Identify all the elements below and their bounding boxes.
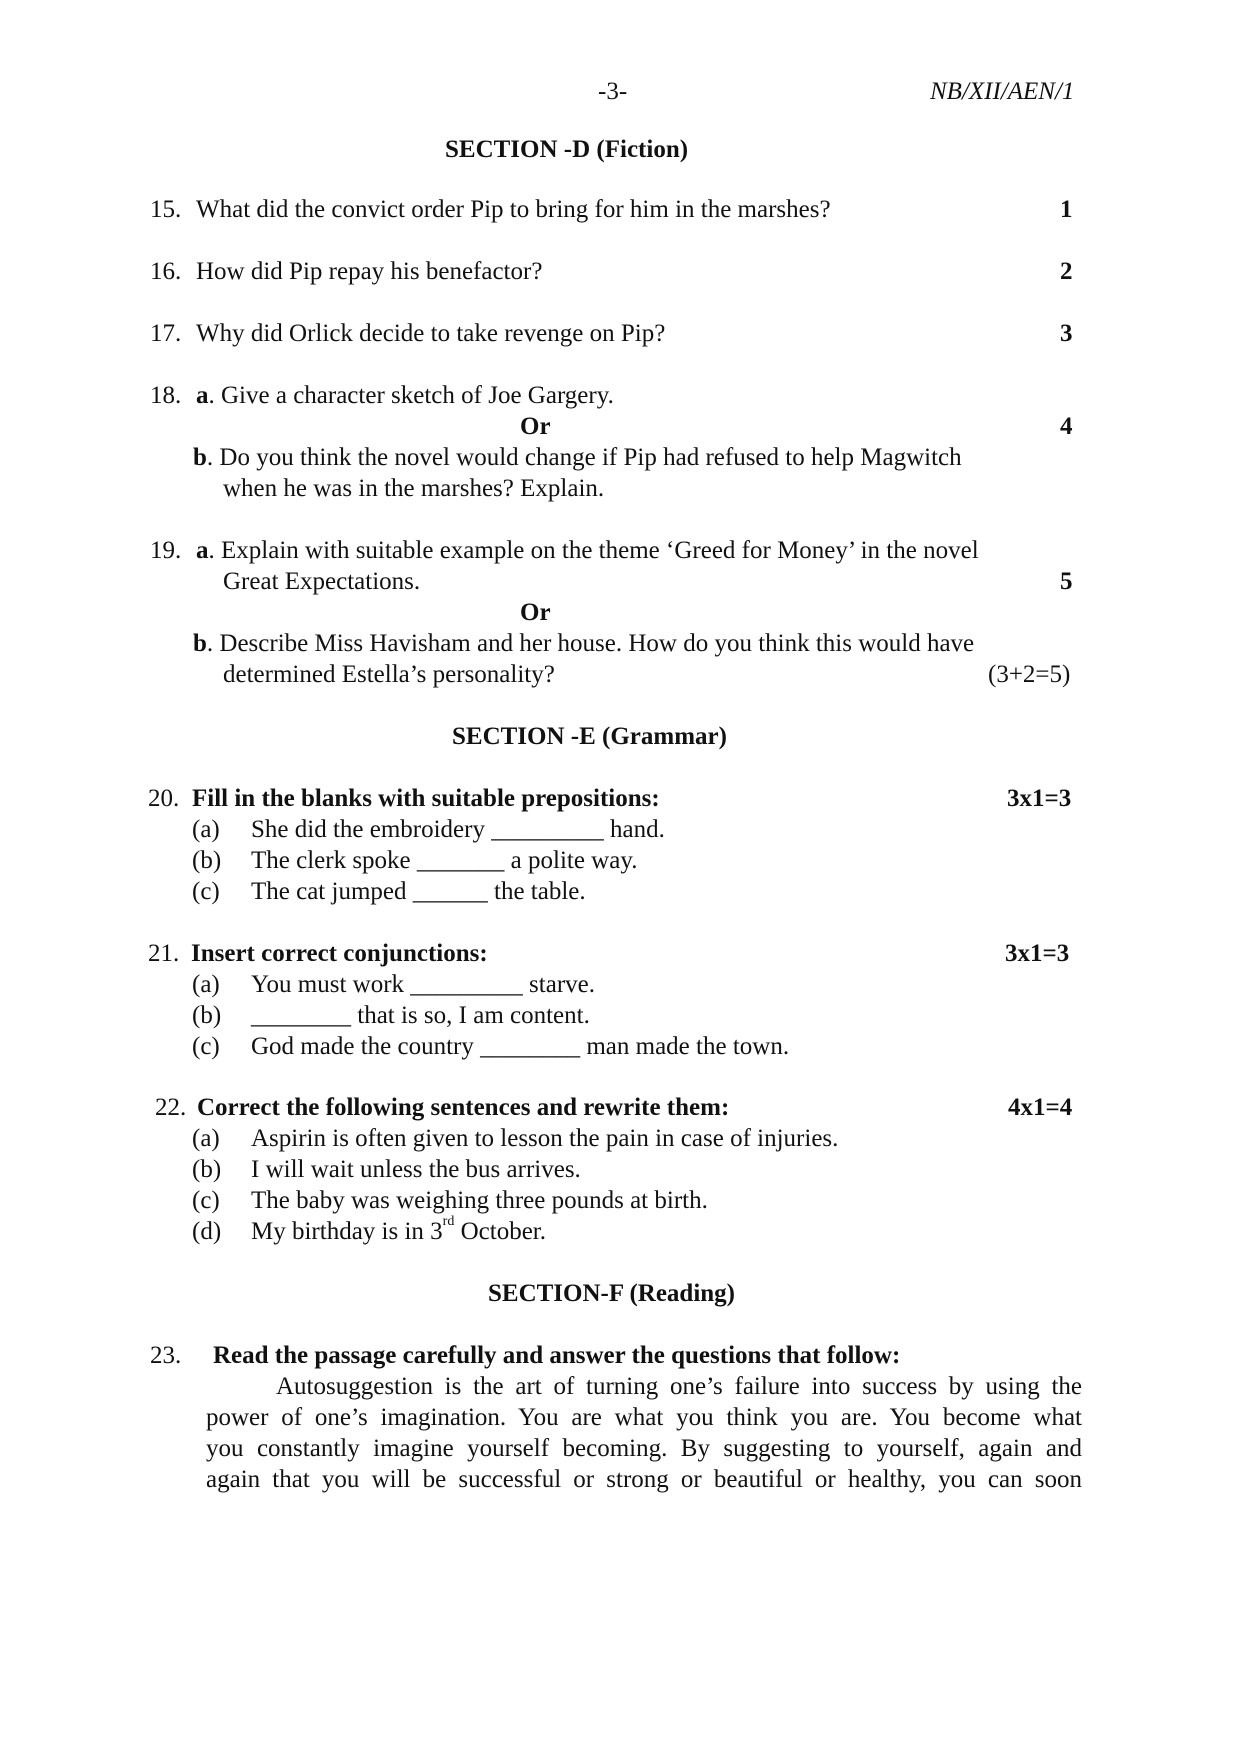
q21-item-label: (b) xyxy=(192,1002,222,1029)
passage-line: power of one’s imagination. You are what you think you are. You become what xyxy=(206,1404,1082,1431)
q16-number: 16. xyxy=(150,258,182,285)
q17-number: 17. xyxy=(150,320,182,347)
q21-item-text: ________ that is so, I am content. xyxy=(251,1002,590,1029)
q20-title: Fill in the blanks with suitable prepositions: xyxy=(192,785,660,812)
q19-a-label: a xyxy=(196,537,209,564)
q19-or: Or xyxy=(520,599,551,626)
q21-item-text: You must work _________ starve. xyxy=(251,971,595,998)
q19-b-label: b xyxy=(193,630,207,657)
q22-item-text: Aspirin is often given to lesson the pain in case of injuries. xyxy=(251,1125,839,1152)
q19-marks: 5 xyxy=(1060,568,1073,595)
q20-number: 20. xyxy=(148,785,180,812)
q22-item-text xyxy=(251,1214,546,1246)
q22-item-label: (b) xyxy=(192,1156,222,1183)
q16-text: How did Pip repay his benefactor? xyxy=(196,258,543,285)
q22-title: Correct the following sentences and rewrite them: xyxy=(197,1094,730,1121)
q19-b-line1: . Describe Miss Havisham and her house. How do you think this would have xyxy=(206,630,975,657)
q23-title: Read the passage carefully and answer the questions that follow: xyxy=(213,1342,901,1369)
q22-item-label: (a) xyxy=(192,1125,220,1152)
q16-marks: 2 xyxy=(1060,258,1073,285)
q21-title: Insert correct conjunctions: xyxy=(191,940,488,967)
q20-marks: 3x1=3 xyxy=(1007,785,1072,812)
q20-item-label: (c) xyxy=(192,878,220,905)
q20-item-text: She did the embroidery _________ hand. xyxy=(251,816,665,843)
q18-a-text: . Give a character sketch of Joe Gargery. xyxy=(208,382,614,409)
q20-item-text: The clerk spoke _______ a polite way. xyxy=(251,847,638,874)
section-f-title: SECTION-F (Reading) xyxy=(488,1280,736,1307)
q19-number: 19. xyxy=(150,537,182,564)
q22-item-label: (d) xyxy=(192,1218,222,1245)
q18-marks: 4 xyxy=(1060,413,1073,440)
q18-number: 18. xyxy=(150,382,182,409)
q18-b-line2: when he was in the marshes? Explain. xyxy=(223,475,605,502)
section-e-title: SECTION -E (Grammar) xyxy=(452,723,727,750)
q22-d-sup: rd xyxy=(442,1214,455,1229)
q19-a-line2: Great Expectations. xyxy=(223,568,421,595)
q18-b-label: b xyxy=(193,444,207,471)
q19-b-marks: (3+2=5) xyxy=(988,661,1071,688)
q18-part-a xyxy=(196,382,614,410)
q21-marks: 3x1=3 xyxy=(1005,940,1070,967)
q22-marks: 4x1=4 xyxy=(1008,1094,1073,1121)
paper-code: NB/XII/AEN/1 xyxy=(930,78,1075,105)
q19-part-a xyxy=(196,537,979,565)
q17-marks: 3 xyxy=(1060,320,1073,347)
q18-a-label: a xyxy=(196,382,209,409)
q22-item-label: (c) xyxy=(192,1187,220,1214)
q23-number: 23. xyxy=(150,1342,182,1369)
q15-number: 15. xyxy=(150,196,182,223)
q19-part-b xyxy=(193,630,974,658)
q18-part-b xyxy=(193,444,962,472)
q22-item-text: The baby was weighing three pounds at birth. xyxy=(251,1187,708,1214)
q22-d-post: October. xyxy=(454,1218,546,1245)
q22-item-text: I will wait unless the bus arrives. xyxy=(251,1156,581,1183)
q21-item-text: God made the country ________ man made the town. xyxy=(251,1033,790,1060)
q18-or: Or xyxy=(520,413,551,440)
section-d-title: SECTION -D (Fiction) xyxy=(445,136,689,163)
q20-item-label: (b) xyxy=(192,847,222,874)
q21-item-label: (c) xyxy=(192,1033,220,1060)
page-number: -3- xyxy=(598,78,628,105)
q21-item-label: (a) xyxy=(192,971,220,998)
q15-text: What did the convict order Pip to bring for him in the marshes? xyxy=(196,196,831,223)
q21-number: 21. xyxy=(148,940,180,967)
q22-d-pre: My birthday is in 3 xyxy=(251,1218,443,1245)
q17-text: Why did Orlick decide to take revenge on Pip? xyxy=(196,320,666,347)
passage-line: you constantly imagine yourself becoming. By suggesting to yourself, again and xyxy=(206,1435,1082,1462)
q22-number: 22. xyxy=(155,1094,187,1121)
q20-item-text: The cat jumped ______ the table. xyxy=(251,878,586,905)
passage-line: Autosuggestion is the art of turning one’s failure into success by using the xyxy=(276,1373,1082,1400)
q20-item-label: (a) xyxy=(192,816,220,843)
q19-a-line1: . Explain with suitable example on the theme ‘Greed for Money’ in the novel xyxy=(208,537,979,564)
q19-b-line2: determined Estella’s personality? xyxy=(223,661,555,688)
q15-marks: 1 xyxy=(1060,196,1073,223)
passage-line: again that you will be successful or strong or beautiful or healthy, you can soon xyxy=(206,1466,1082,1493)
q18-b-line1: . Do you think the novel would change if Pip had refused to help Magwitch xyxy=(206,444,962,471)
